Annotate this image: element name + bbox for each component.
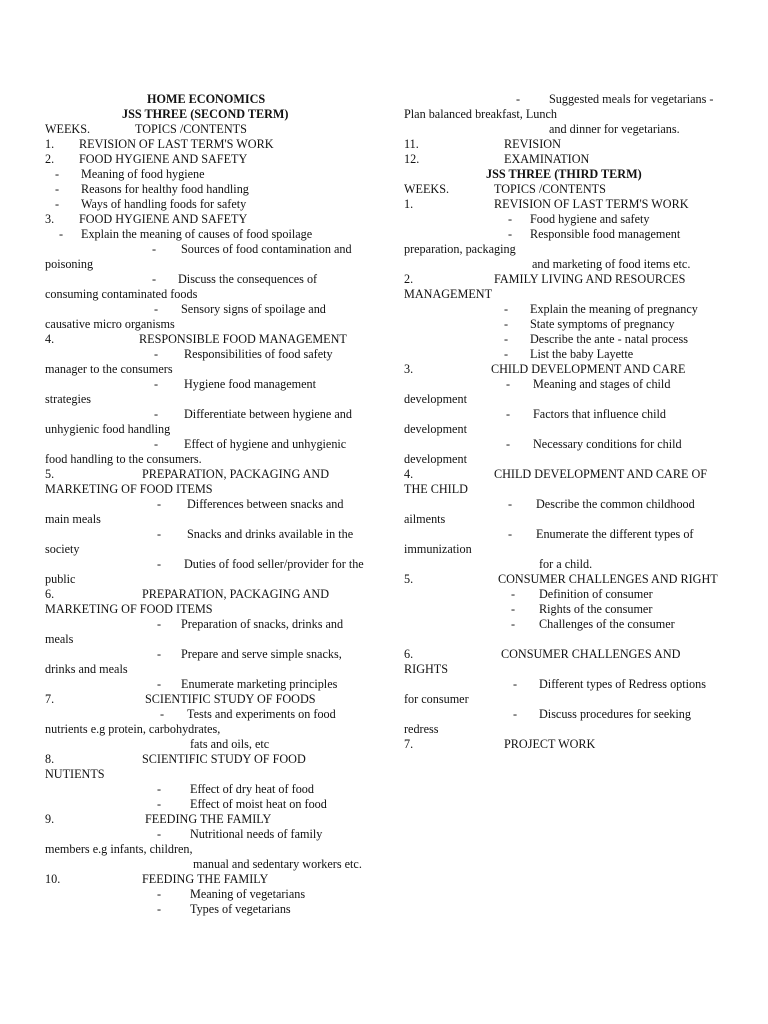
bullet-dash: -: [157, 557, 162, 571]
item-text: Discuss the consequences of: [178, 272, 318, 286]
week-number: 5.: [45, 467, 55, 481]
bullet-dash: -: [152, 272, 157, 286]
week-row: [404, 647, 730, 662]
week-topic: NUTIENTS: [45, 767, 105, 781]
bullet-dash: -: [508, 227, 513, 241]
item-text: Nutritional needs of family: [190, 827, 323, 841]
week-row: [404, 362, 730, 377]
term-heading-line: [45, 107, 371, 122]
list-item: [45, 887, 371, 902]
list-item-cont: [45, 422, 371, 437]
bullet-dash: -: [157, 527, 162, 541]
bullet-dash: -: [508, 497, 513, 511]
list-item: [45, 707, 371, 722]
bullet-dash: -: [154, 437, 159, 451]
item-text: development: [404, 422, 467, 436]
bullet-dash: -: [152, 242, 157, 256]
week-topic-cont: [404, 482, 730, 497]
bullet-dash: -: [516, 92, 521, 106]
item-text: fats and oils, etc: [190, 737, 270, 751]
list-item: [404, 497, 730, 512]
bullet-dash: -: [511, 617, 516, 631]
week-topic: REVISION OF LAST TERM'S WORK: [79, 137, 274, 151]
week-row: [45, 137, 371, 152]
week-topic-cont: [404, 287, 730, 302]
item-text: Differentiate between hygiene and: [184, 407, 352, 421]
week-number: 3.: [45, 212, 55, 226]
list-item: [404, 302, 730, 317]
week-number: 6.: [45, 587, 55, 601]
week-number: 1.: [404, 197, 414, 211]
week-row: [45, 752, 371, 767]
bullet-dash: -: [160, 707, 165, 721]
item-text: Different types of Redress options: [539, 677, 706, 691]
week-topic-cont: [45, 482, 371, 497]
list-item-cont: [404, 107, 730, 122]
week-topic: EXAMINATION: [504, 152, 590, 166]
week-topic: CHILD DEVELOPMENT AND CARE: [491, 362, 686, 376]
item-text: Duties of food seller/provider for the: [184, 557, 364, 571]
item-text: Meaning and stages of child: [533, 377, 671, 391]
bullet-dash: -: [55, 167, 60, 181]
item-text: Snacks and drinks available in the: [187, 527, 354, 541]
list-item: [45, 902, 371, 917]
list-item: [45, 167, 371, 182]
item-text: Prepare and serve simple snacks,: [181, 647, 342, 661]
list-item: [404, 347, 730, 362]
item-text: Tests and experiments on food: [187, 707, 336, 721]
bullet-dash: -: [504, 317, 509, 331]
list-item: [404, 332, 730, 347]
bullet-dash: -: [154, 407, 159, 421]
week-topic: MARKETING OF FOOD ITEMS: [45, 602, 213, 616]
second-term-heading: JSS THREE (SECOND TERM): [122, 107, 289, 121]
topics-header: TOPICS /CONTENTS: [494, 182, 606, 196]
item-text: Meaning of food hygiene: [81, 167, 205, 181]
list-item: [45, 437, 371, 452]
item-text: for a child.: [539, 557, 593, 571]
item-text: drinks and meals: [45, 662, 128, 676]
list-item-cont: [45, 722, 371, 737]
item-text: development: [404, 452, 467, 466]
item-text: Responsibilities of food safety: [184, 347, 333, 361]
list-item: [45, 797, 371, 812]
week-row: [45, 587, 371, 602]
list-item: [404, 587, 730, 602]
list-item-cont: [45, 362, 371, 377]
item-text: Sources of food contamination and: [181, 242, 352, 256]
bullet-dash: -: [154, 377, 159, 391]
week-number: 2.: [45, 152, 55, 166]
week-number: 7.: [45, 692, 55, 706]
list-item-cont: [404, 542, 730, 557]
bullet-dash: -: [154, 302, 159, 316]
item-text: Ways of handling foods for safety: [81, 197, 247, 211]
left-column: [45, 92, 371, 917]
list-item-cont: [45, 542, 371, 557]
item-text: Hygiene food management: [184, 377, 316, 391]
item-text: redress: [404, 722, 439, 736]
list-item: [45, 617, 371, 632]
bullet-dash: -: [55, 182, 60, 196]
item-text: and dinner for vegetarians.: [549, 122, 680, 136]
list-item-cont: [404, 512, 730, 527]
bullet-dash: -: [504, 332, 509, 346]
week-number: 11.: [404, 137, 419, 151]
week-topic: PREPARATION, PACKAGING AND: [142, 467, 330, 481]
list-item-cont: [404, 122, 730, 137]
blank-line: [404, 632, 730, 647]
week-number: 12.: [404, 152, 420, 166]
bullet-dash: -: [504, 347, 509, 361]
item-text: Effect of dry heat of food: [190, 782, 314, 796]
third-term-heading: JSS THREE (THIRD TERM): [486, 167, 642, 181]
topics-header: TOPICS /CONTENTS: [135, 122, 247, 136]
week-row: [45, 467, 371, 482]
week-topic: FAMILY LIVING AND RESOURCES: [494, 272, 686, 286]
list-item-cont: [45, 512, 371, 527]
item-text: Explain the meaning of causes of food spoilage: [81, 227, 313, 241]
item-text: Definition of consumer: [539, 587, 653, 601]
bullet-dash: -: [511, 587, 516, 601]
list-item: [45, 527, 371, 542]
bullet-dash: -: [504, 302, 509, 316]
bullet-dash: -: [59, 227, 64, 241]
week-topic: CONSUMER CHALLENGES AND: [501, 647, 681, 661]
item-text: food handling to the consumers.: [45, 452, 202, 466]
list-item: [404, 602, 730, 617]
item-text: strategies: [45, 392, 92, 406]
bullet-dash: -: [154, 347, 159, 361]
item-text: Differences between snacks and: [187, 497, 344, 511]
list-item-cont: [45, 317, 371, 332]
item-text: Rights of the consumer: [539, 602, 653, 616]
list-item-cont: [45, 452, 371, 467]
item-text: Describe the ante - natal process: [530, 332, 689, 346]
list-item-cont: [45, 572, 371, 587]
list-item-cont: [404, 722, 730, 737]
week-topic-cont: [45, 767, 371, 782]
week-number: 4.: [45, 332, 55, 346]
document-title: HOME ECONOMICS: [147, 92, 266, 106]
bullet-dash: -: [506, 407, 511, 421]
list-item: [45, 197, 371, 212]
bullet-dash: -: [157, 497, 162, 511]
list-item-cont: [45, 737, 371, 752]
list-item: [404, 377, 730, 392]
list-item: [45, 227, 371, 242]
list-item: [45, 182, 371, 197]
week-number: 8.: [45, 752, 55, 766]
list-item: [404, 92, 730, 107]
bullet-dash: -: [157, 902, 162, 916]
week-row: [404, 737, 730, 752]
bullet-dash: -: [511, 602, 516, 616]
week-topic: CHILD DEVELOPMENT AND CARE OF: [494, 467, 708, 481]
item-text: preparation, packaging: [404, 242, 516, 256]
week-number: 10.: [45, 872, 61, 886]
week-topic: THE CHILD: [404, 482, 468, 496]
week-topic-cont: [45, 602, 371, 617]
week-row: [45, 872, 371, 887]
item-text: unhygienic food handling: [45, 422, 171, 436]
list-item: [45, 242, 371, 257]
list-item-cont: [45, 632, 371, 647]
item-text: Food hygiene and safety: [530, 212, 650, 226]
list-item: [45, 827, 371, 842]
bullet-dash: -: [508, 212, 513, 226]
item-text: Enumerate the different types of: [536, 527, 694, 541]
week-number: 6.: [404, 647, 414, 661]
list-item: [45, 782, 371, 797]
list-item-cont: [404, 452, 730, 467]
bullet-dash: -: [157, 782, 162, 796]
item-text: Factors that influence child: [533, 407, 667, 421]
item-text: Types of vegetarians: [190, 902, 291, 916]
week-number: 9.: [45, 812, 55, 826]
list-item: [45, 302, 371, 317]
bullet-dash: -: [157, 887, 162, 901]
week-number: 1.: [45, 137, 55, 151]
week-topic: RIGHTS: [404, 662, 449, 676]
bullet-dash: -: [157, 677, 162, 691]
week-topic: SCIENTIFIC STUDY OF FOOD: [142, 752, 306, 766]
week-number: 7.: [404, 737, 414, 751]
list-item: [45, 497, 371, 512]
item-text: public: [45, 572, 76, 586]
list-item-cont: [404, 692, 730, 707]
week-topic: FEEDING THE FAMILY: [142, 872, 269, 886]
week-number: 5.: [404, 572, 414, 586]
bullet-dash: -: [506, 377, 511, 391]
item-text: Explain the meaning of pregnancy: [530, 302, 698, 316]
item-text: Reasons for healthy food handling: [81, 182, 249, 196]
weeks-header: WEEKS.: [404, 182, 450, 196]
week-topic: PROJECT WORK: [504, 737, 596, 751]
item-text: Preparation of snacks, drinks and: [181, 617, 344, 631]
item-text: List the baby Layette: [530, 347, 634, 361]
list-item-cont: [45, 287, 371, 302]
item-text: consuming contaminated foods: [45, 287, 198, 301]
week-row: [404, 572, 730, 587]
item-text: nutrients e.g protein, carbohydrates,: [45, 722, 221, 736]
week-row: [404, 197, 730, 212]
title-line: [45, 92, 371, 107]
item-text: Plan balanced breakfast, Lunch: [404, 107, 557, 121]
item-text: causative micro organisms: [45, 317, 175, 331]
item-text: manager to the consumers: [45, 362, 173, 376]
week-row: [45, 212, 371, 227]
column-headers: [45, 122, 371, 137]
list-item-cont: [45, 662, 371, 677]
list-item-cont: [404, 242, 730, 257]
bullet-dash: -: [157, 827, 162, 841]
weeks-header: WEEKS.: [45, 122, 91, 136]
week-topic: FOOD HYGIENE AND SAFETY: [79, 212, 248, 226]
list-item-cont: [45, 392, 371, 407]
item-text: and marketing of food items etc.: [532, 257, 691, 271]
item-text: Responsible food management: [530, 227, 681, 241]
column-headers: [404, 182, 730, 197]
bullet-dash: -: [55, 197, 60, 211]
list-item-cont: [404, 392, 730, 407]
item-text: manual and sedentary workers etc.: [193, 857, 362, 871]
item-text: Suggested meals for vegetarians -: [549, 92, 714, 106]
bullet-dash: -: [157, 797, 162, 811]
week-topic: MARKETING OF FOOD ITEMS: [45, 482, 213, 496]
item-text: Describe the common childhood: [536, 497, 695, 511]
list-item-cont: [45, 842, 371, 857]
week-topic: CONSUMER CHALLENGES AND RIGHT: [498, 572, 718, 586]
list-item: [45, 647, 371, 662]
item-text: development: [404, 392, 467, 406]
item-text: immunization: [404, 542, 472, 556]
week-number: 2.: [404, 272, 414, 286]
list-item: [404, 527, 730, 542]
list-item: [404, 437, 730, 452]
item-text: Necessary conditions for child: [533, 437, 682, 451]
week-row: [404, 272, 730, 287]
item-text: Discuss procedures for seeking: [539, 707, 691, 721]
list-item-cont: [404, 257, 730, 272]
list-item-cont: [404, 422, 730, 437]
week-row: [45, 692, 371, 707]
week-row: [45, 812, 371, 827]
item-text: Challenges of the consumer: [539, 617, 675, 631]
list-item: [404, 617, 730, 632]
week-topic: RESPONSIBLE FOOD MANAGEMENT: [139, 332, 347, 346]
week-row: [45, 332, 371, 347]
week-row: [404, 137, 730, 152]
list-item: [404, 317, 730, 332]
item-text: Enumerate marketing principles: [181, 677, 338, 691]
item-text: poisoning: [45, 257, 94, 271]
list-item: [404, 227, 730, 242]
bullet-dash: -: [513, 677, 518, 691]
item-text: Sensory signs of spoilage and: [181, 302, 326, 316]
item-text: ailments: [404, 512, 446, 526]
bullet-dash: -: [508, 527, 513, 541]
item-text: Effect of hygiene and unhygienic: [184, 437, 347, 451]
item-text: members e.g infants, children,: [45, 842, 193, 856]
week-topic: FOOD HYGIENE AND SAFETY: [79, 152, 248, 166]
item-text: for consumer: [404, 692, 469, 706]
week-number: 3.: [404, 362, 414, 376]
week-topic: SCIENTIFIC STUDY OF FOODS: [145, 692, 316, 706]
list-item: [404, 407, 730, 422]
bullet-dash: -: [157, 617, 162, 631]
week-row: [404, 467, 730, 482]
item-text: main meals: [45, 512, 101, 526]
list-item: [45, 377, 371, 392]
bullet-dash: -: [157, 647, 162, 661]
week-topic: REVISION: [504, 137, 561, 151]
right-column: [404, 92, 730, 752]
list-item: [45, 677, 371, 692]
week-topic: FEEDING THE FAMILY: [145, 812, 272, 826]
item-text: Effect of moist heat on food: [190, 797, 327, 811]
list-item-cont: [404, 557, 730, 572]
list-item: [45, 407, 371, 422]
bullet-dash: -: [506, 437, 511, 451]
term-heading-line: [404, 167, 730, 182]
week-topic: PREPARATION, PACKAGING AND: [142, 587, 330, 601]
list-item: [404, 677, 730, 692]
list-item: [404, 707, 730, 722]
item-text: Meaning of vegetarians: [190, 887, 306, 901]
week-row: [404, 152, 730, 167]
list-item: [45, 272, 371, 287]
week-number: 4.: [404, 467, 414, 481]
list-item-cont: [45, 257, 371, 272]
week-topic-cont: [404, 662, 730, 677]
week-row: [45, 152, 371, 167]
week-topic: MANAGEMENT: [404, 287, 493, 301]
week-topic: REVISION OF LAST TERM'S WORK: [494, 197, 689, 211]
item-text: State symptoms of pregnancy: [530, 317, 675, 331]
item-text: meals: [45, 632, 74, 646]
item-text: society: [45, 542, 80, 556]
list-item: [45, 347, 371, 362]
list-item-cont: [45, 857, 371, 872]
bullet-dash: -: [513, 707, 518, 721]
list-item: [404, 212, 730, 227]
list-item: [45, 557, 371, 572]
